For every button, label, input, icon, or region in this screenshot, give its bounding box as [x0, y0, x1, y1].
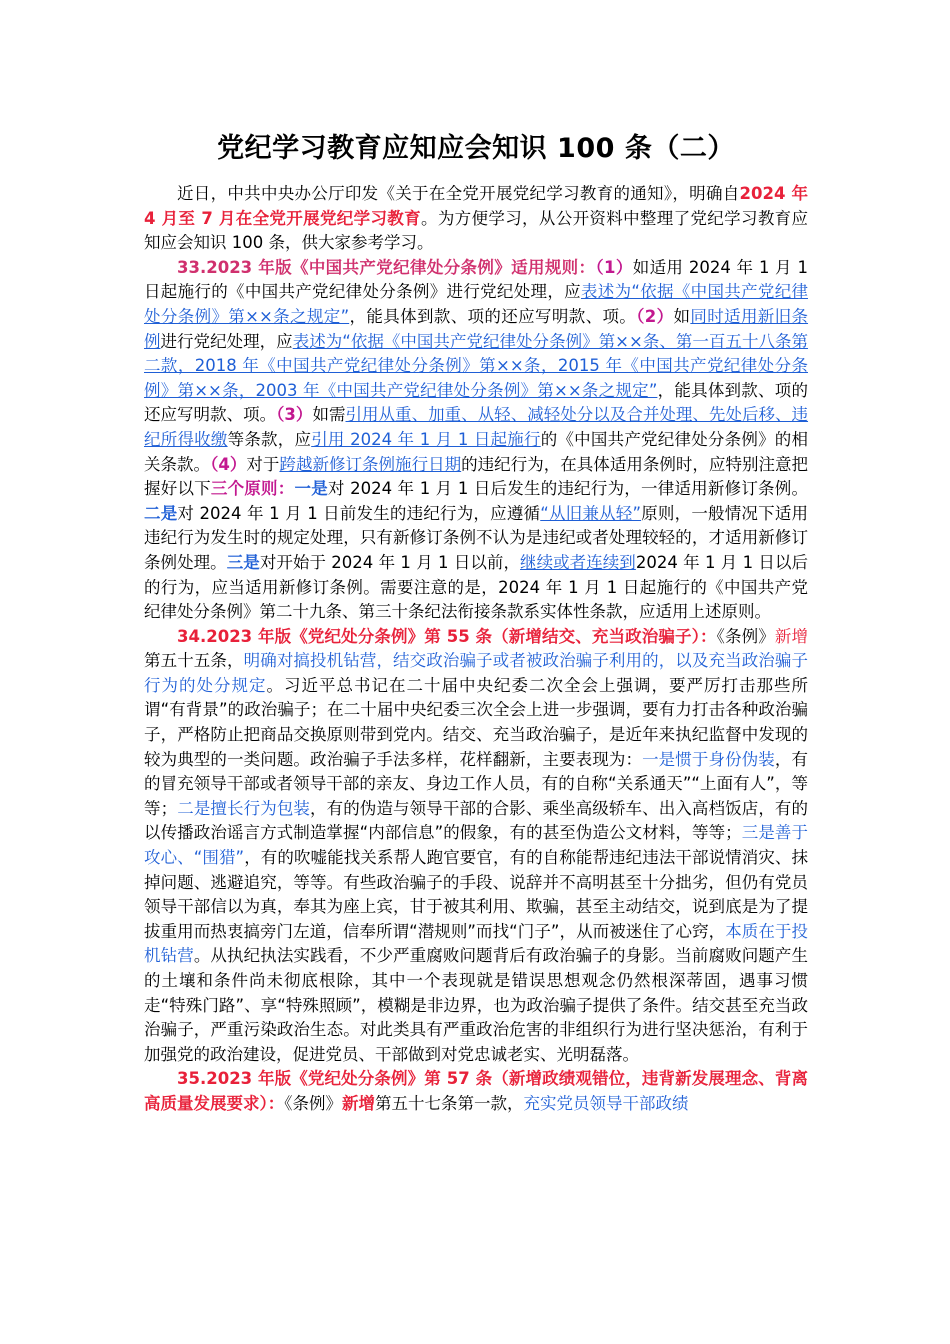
principle-1-label: 一是 [294, 479, 328, 499]
principle-3-text-b: 2024 年 1 月 1 日以后的行为，应当适用新修订条例。需要注意的是，2024 年 1 月 1 日起施行的《中国共产党纪律处分条例》第二十九条、第三十条纪法衔接条款系实体性条款，应适用上述原则。 [144, 552, 808, 622]
rule-2-link-2[interactable]: 表述为“依据《中国共产党纪律处分条例》第××条、第一百五十八条第二款，2018 年《中国共产党纪律处分条例》第××条，2015 年《中国共产党纪律处分条例》第××条，2003 年《中国共产党纪律处分条例》第××条之规定” [144, 331, 809, 400]
item-33-heading: 33.2023 年版《中国共产党纪律处分条例》适用规则： [177, 257, 596, 277]
rule-number-1: （1） [595, 257, 633, 277]
rule-4-link[interactable]: 跨越新修订条例施行日期 [279, 454, 462, 474]
intro-text: 近日，中共中央办公厅印发《关于在全党开展党纪学习教育的通知》，明确自 [177, 184, 740, 203]
item-33-paragraph [144, 256, 808, 625]
item-34-highlight: 明确对搞投机钻营，结交政治骗子或者被政治骗子利用的，以及充当政治骗子行为的处分规定 [144, 651, 809, 695]
intro-highlight: 2024 年 4 月至 7 月在全党开展党纪学习教育 [144, 184, 809, 228]
rule-3-link-2[interactable]: 引用 2024 年 1 月 1 日起施行 [311, 429, 541, 449]
rule-3-text-b: 等条款，应 [227, 429, 312, 449]
item-34-text-b: 第五十五条， [144, 651, 244, 671]
rule-3-link-1[interactable]: 引用从重、加重、从轻、减轻处分以及合并处理、先处后移、违纪所得收缴 [144, 405, 809, 449]
principle-1-text: 对 2024 年 1 月 1 日后发生的违纪行为，一律适用新修订条例。 [327, 479, 808, 499]
rule-1-link[interactable]: 表述为“依据《中国共产党纪律处分条例》第××条之规定” [144, 282, 808, 326]
rule-1-text: 如适用 2024 年 1 月 1 日起施行的《中国共产党纪律处分条例》进行党纪处理，应 [144, 257, 809, 302]
rule-4-text-b: 的违纪行为，在具体适用条例时，应特别注意把握好以下 [144, 454, 809, 499]
principle-3-text: 对开始于 2024 年 1 月 1 日以前， [259, 552, 521, 572]
rule-2-link-1[interactable]: 同时适用新旧条例 [144, 306, 809, 351]
principle-3-link[interactable]: 继续或者连续到 [520, 552, 636, 572]
rule-1-end: ，能具体到款、项的还应写明款、项。 [349, 306, 637, 326]
document-title: 党纪学习教育应知应会知识 100 条（二） [217, 133, 735, 164]
item-35-heading: 35.2023 年版《党纪处分条例》第 57 条（新增政绩观错位，违背新发展理念、背离高质量发展要求）： [144, 1069, 808, 1113]
intro-paragraph [144, 182, 808, 256]
rule-2-text: 如 [673, 306, 691, 326]
item-34-text-f2: ，有的伪造与领导干部的合影、乘坐高级轿车、出入高档饭店，有的以传播政治谣言方式制造掌握“内部信息”的假象，有的甚至伪造公文材料，等等； [144, 798, 809, 843]
rule-3-text: 如需 [312, 405, 346, 425]
rule-2-text-b: 进行党纪处理，应 [160, 331, 293, 351]
item-34-new-tag: 新增 [774, 626, 809, 646]
item-34-text-d: 。习近平总书记在二十届中央纪委二次全会上强调，要严厉打击那些所谓“有背景”的政治骗子；在二十届中央纪委三次全会上进一步强调，要有力打击各种政治骗子，严格防止把商品交换原则带到党内。结交、充当政治骗子，是近年来执纪监督中发现的较为典型的一类问题。政治骗子手法多样，花样翻新，主要表现为： [144, 675, 808, 769]
principle-2-label: 二是 [144, 503, 178, 523]
principle-2-text-b: 原则，一般情况下适用违纪行为发生时的规定处理，只有新修订条例不认为是违纪或者处理较轻的，才适用新修订条例处理。 [144, 503, 809, 572]
rule-3-end: 的《中国共产党纪律处分条例》的相关条款。 [144, 429, 808, 474]
document-page [144, 130, 808, 1117]
item-35-text-b: 第五十七条第一款， [375, 1093, 524, 1113]
rule-2-end: ，能具体到款、项的还应写明款、项。 [144, 380, 808, 425]
item-34-point-4: 本质在于投机钻营 [144, 921, 808, 966]
item-35-highlight: 充实党员领导干部政绩 [523, 1093, 689, 1113]
item-34-point-2: 二是擅长行为包装 [177, 798, 311, 818]
principle-2-text: 对 2024 年 1 月 1 日前发生的违纪行为，应遵循 [177, 503, 541, 523]
rule-number-3: （3） [276, 405, 313, 425]
rule-number-4: （4） [210, 454, 247, 474]
rule-number-2: （2） [636, 306, 674, 326]
item-34-heading: 34.2023 年版《党纪处分条例》第 55 条（新增结交、充当政治骗子）： [177, 626, 717, 646]
item-34-point-1: 一是惯于身份伪装 [642, 749, 775, 769]
intro-text-end: 。为方便学习，从公开资料中整理了党纪学习教育应知应会知识 100 条，供大家参考学习。 [144, 208, 809, 253]
item-34-text-f4: 。从执纪执法实践看，不少严重腐败问题背后有政治骗子的身影。当前腐败问题产生的土壤和条件尚未彻底根除，其中一个表现就是错误思想观念仍然根深蒂固，遇事习惯走“特殊门路”、享“特殊照顾”，模糊是非边界，也为政治骗子提供了条件。结交甚至充当政治骗子，严重污染政治生态。对此类具有严重政治危害的非组织行为进行坚决惩治，有利于加强党的政治建设，促进党员、干部做到对党忠诚老实、光明磊落。 [144, 946, 809, 1064]
rule-4-text: 对于 [246, 454, 280, 474]
item-34-point-3: 三是善于攻心、“围猎” [144, 823, 808, 868]
three-principles-label: 三个原则： [210, 479, 295, 499]
item-34-text-f3: ，有的吹嘘能找关系帮人跑官要官，有的自称能帮违纪违法干部说情消灾、抹掉问题、逃避追究，等等。有些政治骗子的手段、说辞并不高明甚至十分拙劣，但仍有党员领导干部信以为真，奉其为座上宾，甘于被其利用、欺骗，甚至主动结交，说到底是为了提拔重用而热衷搞旁门左道，信奉所谓“潜规则”而找“门子”，从而被迷住了心窍， [144, 848, 808, 941]
item-34-text-a: 《条例》 [716, 626, 775, 646]
item-34-paragraph [144, 625, 808, 1068]
item-35-text-a: 《条例》 [284, 1093, 342, 1113]
principle-2-link[interactable]: “从旧兼从轻” [540, 503, 642, 523]
item-35-new-tag: 新增 [342, 1093, 375, 1113]
item-34-text-f1: ，有的冒充领导干部或者领导干部的亲友、身边工作人员，有的自称“关系通天”“上面有人”，等等； [144, 749, 809, 818]
item-35-paragraph [144, 1067, 808, 1116]
principle-3-label: 三是 [226, 552, 260, 572]
